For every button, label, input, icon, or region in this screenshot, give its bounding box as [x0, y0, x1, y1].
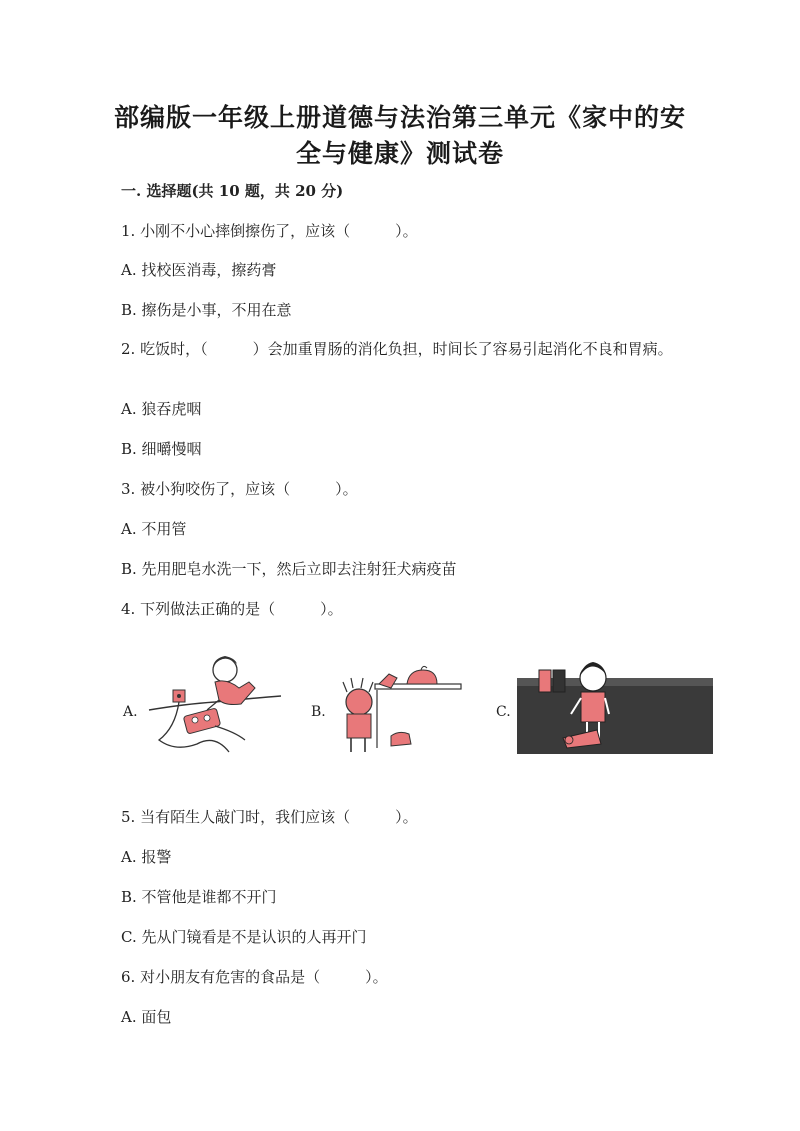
- question-6-option-a: A. 面包: [121, 1008, 172, 1026]
- question-1-option-a: A. 找校医消毒，擦药膏: [121, 261, 277, 279]
- question-3-stem: 3. 被小狗咬伤了，应该（ ）。: [121, 480, 358, 498]
- question-2-option-a: A. 狼吞虎咽: [121, 400, 202, 418]
- option-a-label: A.: [123, 704, 138, 720]
- question-5-option-a: A. 报警: [121, 848, 172, 866]
- question-3-option-a: A. 不用管: [121, 520, 187, 538]
- question-2-stem: 2. 吃饭时，（ ）会加重胃肠的消化负担，时间长了容易引起消化不良和胃病。: [121, 340, 673, 358]
- question-4-illustrations: [121, 648, 721, 758]
- question-4-stem: 4. 下列做法正确的是（ ）。: [121, 600, 343, 618]
- socket-hazard-illustration: [145, 648, 283, 758]
- hot-kettle-hazard-illustration: [325, 648, 465, 758]
- option-c-label: C.: [496, 704, 511, 720]
- question-3-option-b: B. 先用肥皂水洗一下，然后立即去注射狂犬病疫苗: [121, 560, 457, 578]
- question-5-option-b: B. 不管他是谁都不开门: [121, 888, 277, 906]
- page-title-line-1: 部编版一年级上册道德与法治第三单元《家中的安: [113, 103, 686, 132]
- question-6-stem: 6. 对小朋友有危害的食品是（ ）。: [121, 968, 388, 986]
- question-1-stem: 1. 小刚不小心摔倒擦伤了，应该（ ）。: [121, 222, 418, 240]
- page-title-line-2: 全与健康》测试卷: [295, 139, 504, 168]
- tidy-room-illustration: [517, 648, 713, 754]
- question-1-option-b: B. 擦伤是小事，不用在意: [121, 301, 292, 319]
- question-2-option-b: B. 细嚼慢咽: [121, 440, 202, 458]
- question-5-stem: 5. 当有陌生人敲门时，我们应该（ ）。: [121, 808, 418, 826]
- option-b-label: B.: [311, 704, 326, 720]
- question-5-option-c: C. 先从门镜看是不是认识的人再开门: [121, 928, 367, 946]
- section-heading: 一. 选择题(共 10 题，共 20 分): [121, 182, 344, 200]
